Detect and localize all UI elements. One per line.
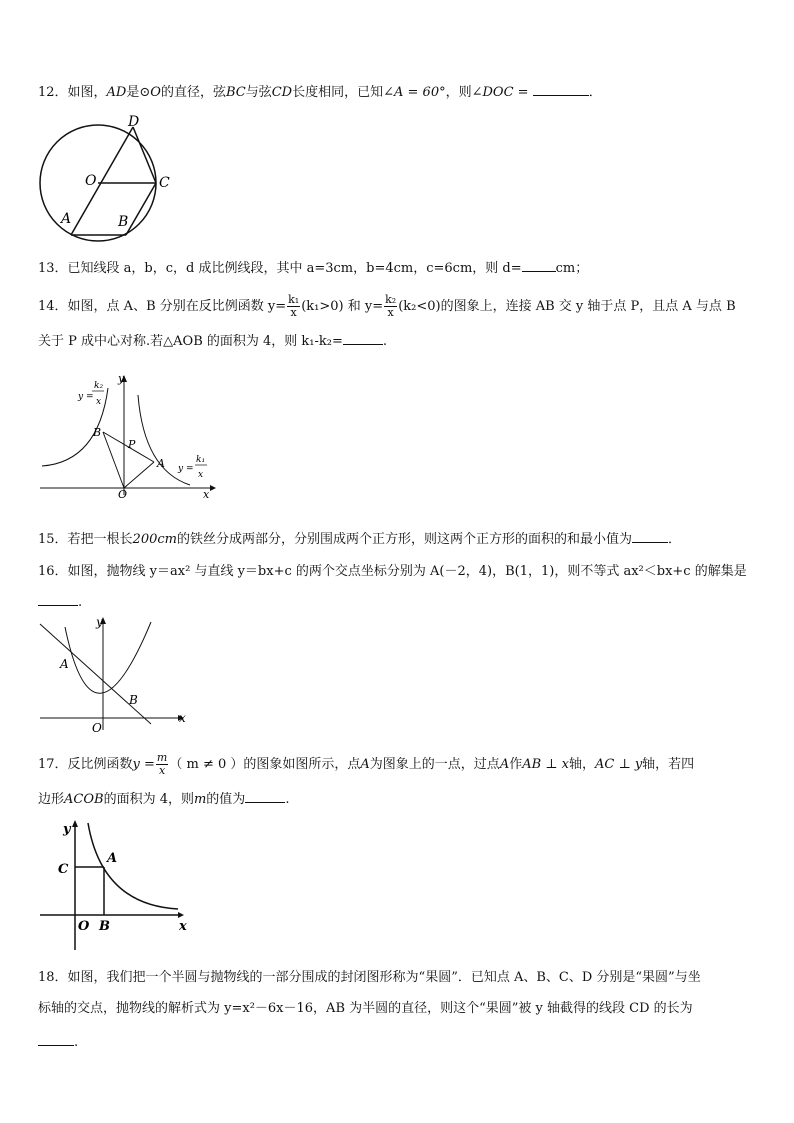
label-y: y — [96, 615, 103, 629]
label-p: P — [128, 438, 136, 451]
svg-text:x: x — [198, 470, 204, 480]
fraction-k1-x: $\frac{\text{k₁}}{x}$ — [288, 293, 300, 319]
label-b: B — [118, 214, 129, 230]
label-o: O — [92, 721, 102, 735]
question-16-line2: . — [38, 592, 82, 613]
label-o: O — [85, 173, 97, 189]
question-15: 15．若把一根长200cm的铁丝分成两部分，分别围成两个正方形，则这两个正方形的面积的和最小值为 ． — [38, 529, 681, 550]
answer-blank[interactable] — [522, 258, 556, 272]
question-12: 12．如图，AD是⊙O的直径，弦BC与弦CD长度相同，已知∠A = 60°，则∠DOC = ． — [38, 82, 602, 103]
question-13: 13．已知线段 a，b，c，d 成比例线段，其中 a=3cm，b=4cm，c=6cm，则 d= cm； — [38, 258, 588, 279]
fraction-k2-x: $\frac{\text{k₂}}{x}$ — [385, 293, 397, 319]
question-16: 16．如图，抛物线 y＝ax² 与直线 y＝bx+c 的两个交点坐标分别为 A(－2，4)，B(1，1)，则不等式 ax²＜bx+c 的解集是 — [38, 564, 747, 579]
question-18-line1: 18．如图，我们把一个半圆与抛物线的一部分围成的封闭图形称为“果圆”．已知点 A、B、C、D 分别是“果圆”与坐 — [38, 970, 701, 985]
label-x: x — [179, 919, 187, 934]
svg-text:k₂: k₂ — [94, 381, 104, 391]
question-17-line2: 边形ACOB的面积为 4，则m的值为 . — [38, 789, 289, 810]
question-17-line1: 17．反比例函数y = $\frac{m}{x}$ （ m ≠ 0 ）的图象如图所示，点A为图象上的一点，过点A作AB ⊥ x轴，AC ⊥ y轴，若四 — [38, 751, 695, 777]
question-14-line1: 14．如图，点 A、B 分别在反比例函数 y= $\frac{\text{k₁}}{x}$ (k₁>0) 和 y= $\frac{\text{k₂}}{x}$ (k₂<0)的图象上，连接 AB 交 y 轴于点 P，且点 A 与点 B — [38, 293, 736, 319]
label-a: A — [60, 657, 69, 671]
answer-blank[interactable] — [343, 331, 383, 345]
svg-text:y =: y = — [178, 464, 194, 474]
q17-inverse-function-figure — [38, 815, 193, 955]
question-18-line2: 标轴的交点，抛物线的解析式为 y=x²－6x－16，AB 为半圆的直径，则这个“果圆”被 y 轴截得的线段 CD 的长为 — [38, 1001, 693, 1016]
answer-blank[interactable] — [533, 82, 589, 96]
q14-hyperbola-figure — [38, 370, 218, 500]
label-d: D — [128, 114, 140, 130]
fraction-m-x: $\frac{m}{x}$ — [156, 751, 168, 777]
answer-blank[interactable] — [632, 529, 668, 543]
svg-text:x: x — [96, 397, 102, 407]
q12-circle-figure — [38, 115, 178, 245]
label-y: y — [118, 372, 125, 385]
question-18-line3: . — [38, 1032, 78, 1053]
label-a: A — [107, 851, 118, 866]
label-b: B — [99, 919, 110, 934]
label-c: C — [58, 862, 69, 877]
svg-text:y =: y = — [78, 392, 94, 402]
answer-blank[interactable] — [38, 1032, 74, 1046]
label-a: A — [157, 457, 165, 470]
label-o: O — [78, 919, 90, 934]
label-x: x — [179, 711, 186, 725]
label-y: y — [63, 822, 71, 837]
q16-parabola-figure — [38, 612, 198, 737]
answer-blank[interactable] — [38, 592, 78, 606]
answer-blank[interactable] — [245, 789, 285, 803]
question-14-line2: 关于 P 成中心对称.若△AOB 的面积为 4，则 k₁-k₂= . — [38, 331, 387, 352]
svg-text:k₁: k₁ — [196, 455, 206, 465]
label-o: O — [118, 488, 128, 501]
label-a: A — [61, 211, 72, 227]
label-b: B — [93, 426, 102, 439]
label-b: B — [129, 693, 138, 707]
label-x: x — [203, 488, 210, 501]
label-c: C — [159, 175, 170, 191]
